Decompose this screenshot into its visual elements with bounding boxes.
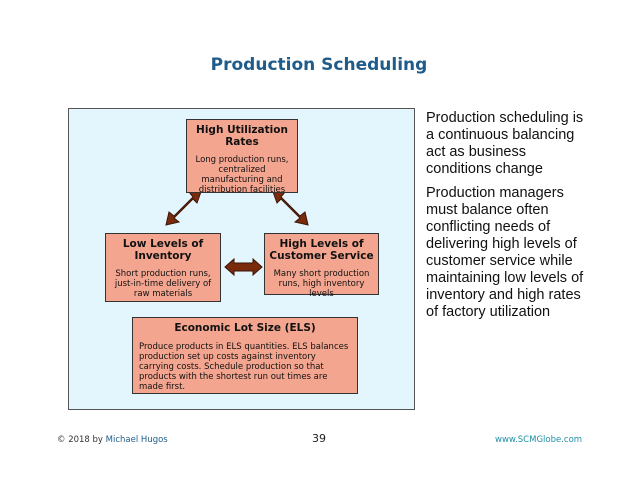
arrow-left-right (225, 259, 262, 275)
author-name: Michael Hugos (105, 435, 168, 445)
box-heading: Economic Lot Size (ELS) (174, 322, 316, 334)
low-inventory-box (105, 233, 221, 302)
side-paragraph-1: Production scheduling is a continuous balancing act as business conditions change (426, 110, 584, 177)
high-utilization-box (186, 119, 298, 193)
box-body: Long production runs, centralized manufacturing and distribution facilities (195, 155, 289, 195)
diagram-panel (68, 108, 415, 410)
copyright-text: © 2018 by (57, 435, 103, 445)
box-heading: High Levels of Customer Service (269, 238, 374, 262)
box-heading: High Utilization Rates (196, 124, 288, 148)
website-link[interactable]: www.SCMGlobe.com (495, 435, 583, 445)
high-customer-service-box (264, 233, 379, 299)
side-paragraph-2: Production managers must balance often conflicting needs of delivering high levels of customer service while maintaining low levels of inventory and high rates of factory utilization (426, 185, 584, 320)
box-body: Produce products in ELS quantities. ELS balances production set up costs against inventory carrying costs. Schedule production so that products with the shortest run out times are made first. (139, 342, 349, 392)
box-heading: Low Levels of Inventory (122, 238, 204, 262)
box-body: Short production runs, just-in-time delivery of raw materials (114, 269, 212, 299)
footer-copyright (57, 435, 168, 445)
economic-lot-size-box (132, 317, 358, 394)
box-body: Many short production runs, high inventory levels (273, 269, 370, 299)
page-number: 39 (312, 432, 326, 445)
slide-title: Production Scheduling (210, 55, 428, 75)
side-text (426, 110, 586, 328)
